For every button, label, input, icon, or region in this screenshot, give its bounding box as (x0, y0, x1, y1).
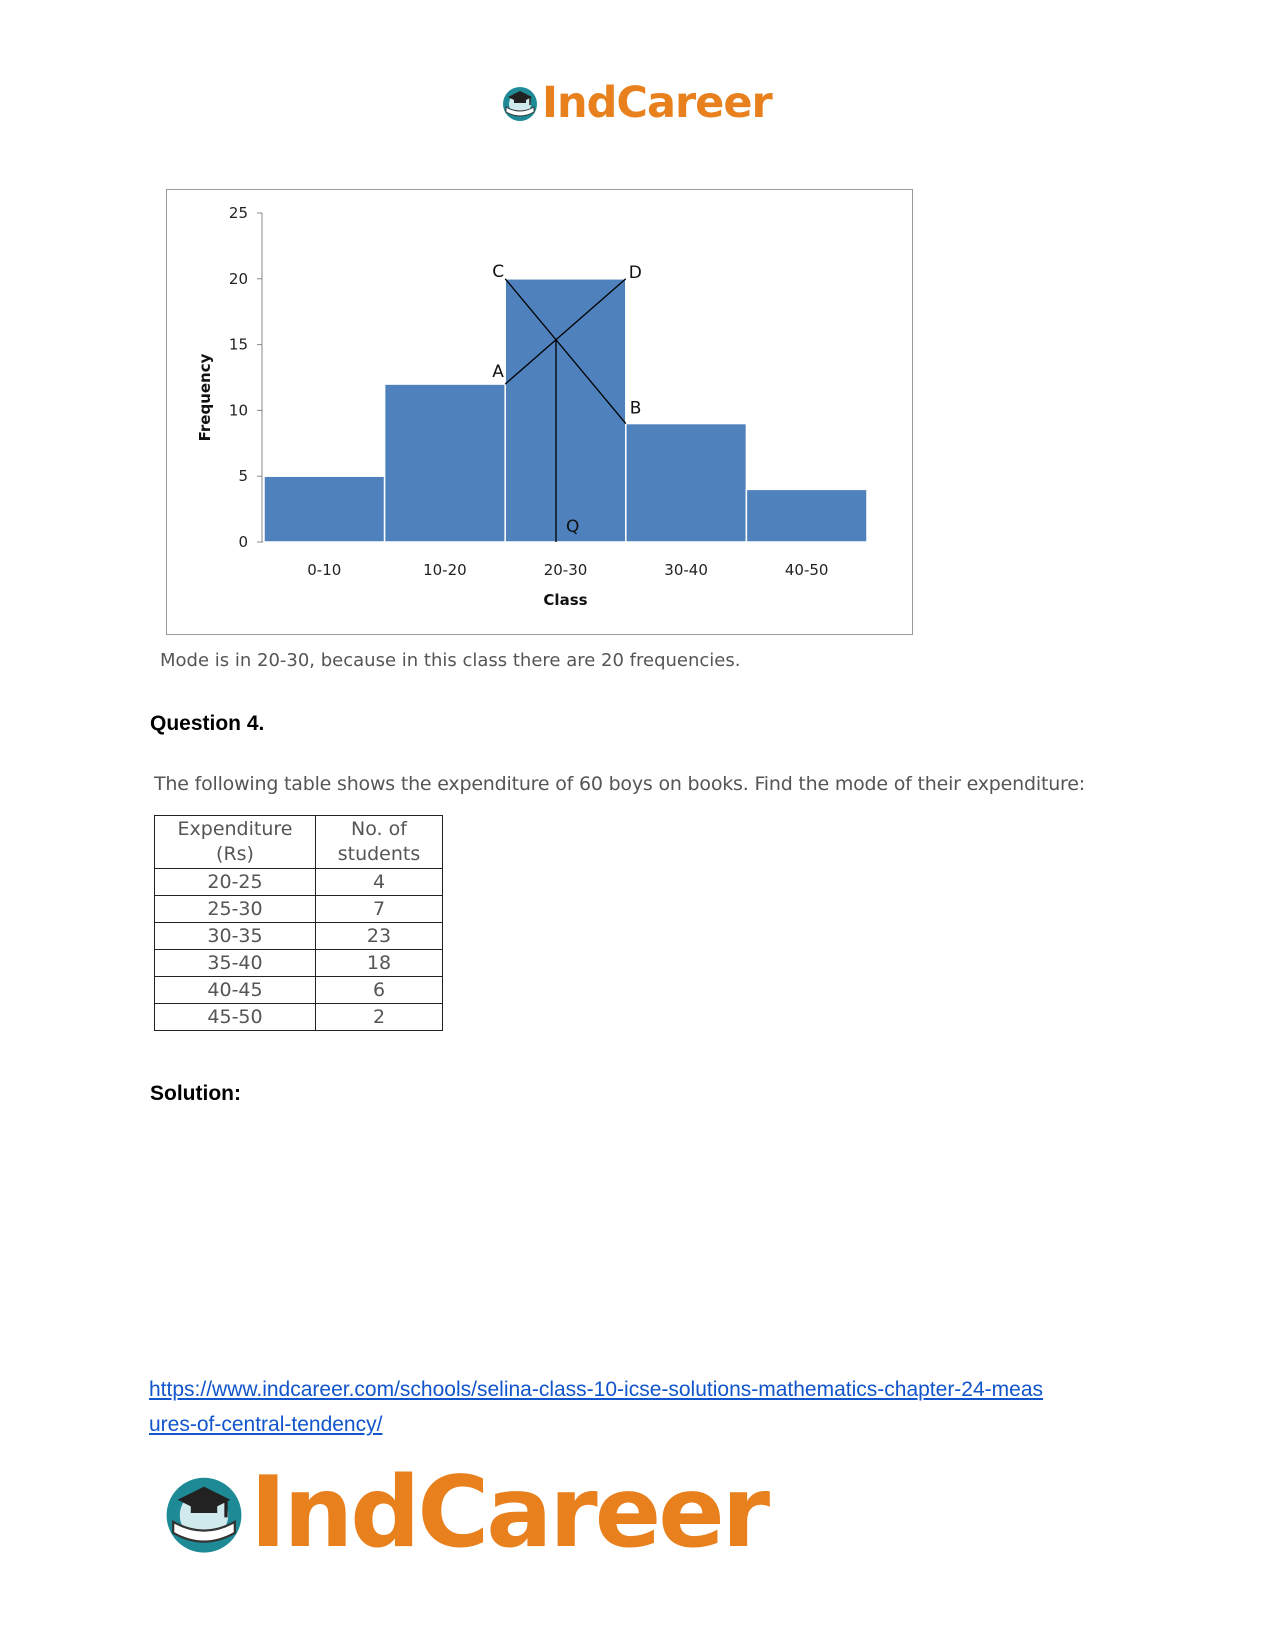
logo-wordmark: IndCareer (542, 78, 772, 128)
table-cell: 35-40 (155, 950, 316, 977)
x-tick-label: 10-20 (423, 561, 467, 579)
logo-wordmark: IndCareer (250, 1456, 768, 1570)
source-url-line-1[interactable]: https://www.indcareer.com/schools/selina-class-10-icse-solutions-mathematics-chapter-24-meas (149, 1378, 1044, 1401)
y-tick-label: 0 (238, 533, 248, 551)
point-label-c: C (492, 261, 505, 282)
figure-note: Mode is in 20-30, because in this class there are 20 frequencies. (160, 650, 741, 671)
table-cell: 25-30 (155, 896, 316, 923)
histogram-bar (505, 279, 626, 542)
x-axis-title: Class (543, 591, 588, 609)
graduation-cap-globe-icon (500, 83, 540, 123)
point-label-a: A (492, 362, 504, 383)
table-cell: 40-45 (155, 977, 316, 1004)
table-cell: 6 (316, 977, 443, 1004)
y-tick-label: 25 (228, 204, 248, 222)
top-logo (500, 78, 772, 128)
histogram-figure (166, 189, 913, 635)
source-url-link[interactable] (149, 1372, 1129, 1442)
histogram-bar (385, 384, 506, 542)
histogram-bar (746, 489, 867, 542)
y-tick-label: 10 (228, 401, 248, 420)
point-label-q: Q (565, 517, 580, 537)
x-tick-label: 30-40 (664, 561, 708, 579)
table-cell: 4 (316, 869, 443, 896)
y-tick-label: 15 (228, 335, 248, 354)
table-header-expenditure: Expenditure (Rs) (155, 816, 316, 869)
y-tick-label: 5 (238, 467, 248, 486)
y-tick-label: 20 (228, 269, 248, 288)
point-label-d: D (628, 262, 642, 283)
table-row (155, 923, 443, 950)
point-label-b: B (629, 398, 642, 419)
table-row (155, 950, 443, 977)
table-header-students: No. of students (316, 816, 443, 869)
source-url-line-2[interactable]: ures-of-central-tendency/ (149, 1413, 383, 1436)
table-cell: 7 (316, 896, 443, 923)
table-row (155, 896, 443, 923)
table-cell: 2 (316, 1004, 443, 1031)
x-tick-label: 0-10 (307, 561, 342, 579)
histogram-bar (626, 424, 747, 542)
table-cell: 45-50 (155, 1004, 316, 1031)
table-cell: 30-35 (155, 923, 316, 950)
question-text: The following table shows the expenditure of 60 boys on books. Find the mode of their expenditure: (154, 773, 1085, 795)
question-heading: Question 4. (150, 712, 265, 735)
expenditure-table (154, 815, 443, 1031)
histogram-chart (167, 190, 912, 634)
table-row (155, 977, 443, 1004)
table-cell: 23 (316, 923, 443, 950)
x-tick-label: 20-30 (543, 561, 588, 579)
table-cell: 18 (316, 950, 443, 977)
x-tick-label: 40-50 (784, 561, 829, 579)
solution-heading: Solution: (150, 1082, 241, 1105)
graduation-cap-globe-icon (160, 1469, 248, 1557)
table-cell: 20-25 (155, 869, 316, 896)
footer-logo (160, 1458, 767, 1568)
table-row (155, 1004, 443, 1031)
table-row (155, 869, 443, 896)
table-header-row (155, 816, 443, 869)
histogram-bar (264, 476, 385, 542)
y-axis-title: Frequency (196, 353, 214, 442)
